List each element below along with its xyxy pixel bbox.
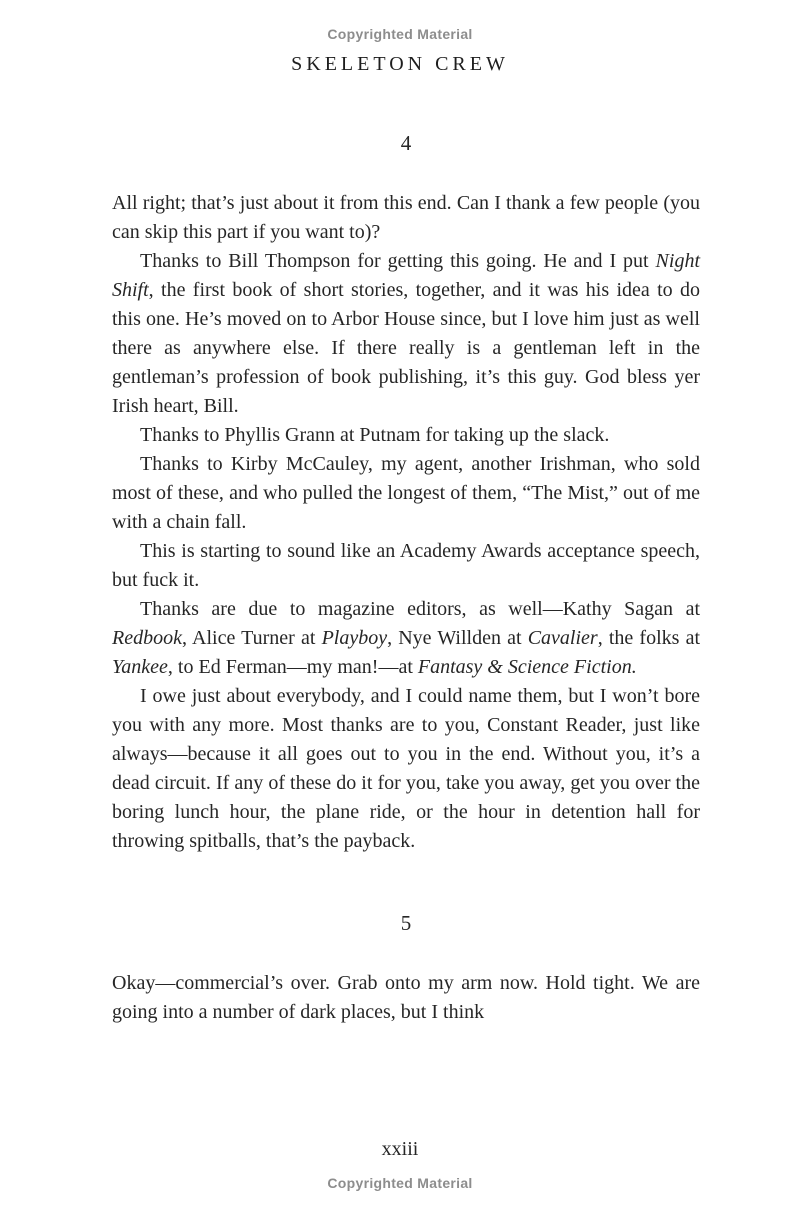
paragraph (112, 595, 700, 682)
copyright-notice-bottom: Copyrighted Material (327, 1175, 473, 1191)
copyright-notice-top: Copyrighted Material (327, 26, 473, 42)
text-run: Okay—commercial’s over. Grab onto my arm now. Hold tight. We are going into a number of dark places, but I think (112, 972, 700, 1023)
paragraph (112, 189, 700, 247)
text-run: , to Ed Ferman—my man!—at (167, 656, 418, 678)
paragraph (112, 537, 700, 595)
italic-text: Cavalier (527, 627, 598, 649)
page-number: xxiii (381, 1138, 419, 1160)
italic-text: Playboy (321, 627, 388, 649)
paragraph (112, 450, 700, 537)
paragraph (112, 247, 700, 421)
text-run: , the first book of short stories, together, and it was his idea to do this one. He’s moved on to Arbor House since, but I love him just as well there as anywhere else. If there really is a gentleman left in the gentleman’s profession of book publishing, it’s this guy. God bless yer Irish heart, Bill. (112, 279, 700, 417)
body-text (112, 131, 700, 1027)
text-run: Thanks are due to magazine editors, as well—Kathy Sagan at (140, 598, 700, 620)
paragraph (112, 682, 700, 856)
section-number: 4 (400, 131, 412, 155)
italic-text: Yankee (112, 656, 168, 678)
text-run: Thanks to Bill Thompson for getting this going. He and I put (140, 250, 656, 272)
text-run: Thanks to Phyllis Grann at Putnam for taking up the slack. (140, 424, 610, 446)
italic-text: Night Shift (112, 250, 700, 301)
text-run: Thanks to Kirby McCauley, my agent, another Irishman, who sold most of these, and who pulled the longest of them, “The Mist,” out of me with a chain fall. (112, 453, 700, 533)
text-run: I owe just about everybody, and I could name them, but I won’t bore you with any more. Most thanks are to you, Constant Reader, just like always—because it all goes out to you in the end. Without you, it’s a dead circuit. If any of these do it for you, take you away, get you over the boring lunch hour, the plane ride, or the hour in detention hall for throwing spitballs, that’s the payback. (112, 685, 700, 852)
running-head: SKELETON CREW (291, 53, 509, 75)
text-run: , Alice Turner at (181, 627, 322, 649)
section (112, 131, 700, 856)
text-run: All right; that’s just about it from this end. Can I thank a few people (you can skip this part if you want to)? (112, 192, 700, 243)
text-run: This is starting to sound like an Academy Awards acceptance speech, but fuck it. (112, 540, 700, 591)
italic-text: Redbook (112, 627, 182, 649)
paragraph (112, 421, 700, 450)
italic-text: Fantasy & Science Fiction. (417, 656, 637, 678)
text-run: , the folks at (597, 627, 701, 649)
paragraph (112, 969, 700, 1027)
section (112, 911, 700, 1027)
section-number: 5 (400, 911, 412, 935)
text-run: , Nye Willden at (387, 627, 528, 649)
